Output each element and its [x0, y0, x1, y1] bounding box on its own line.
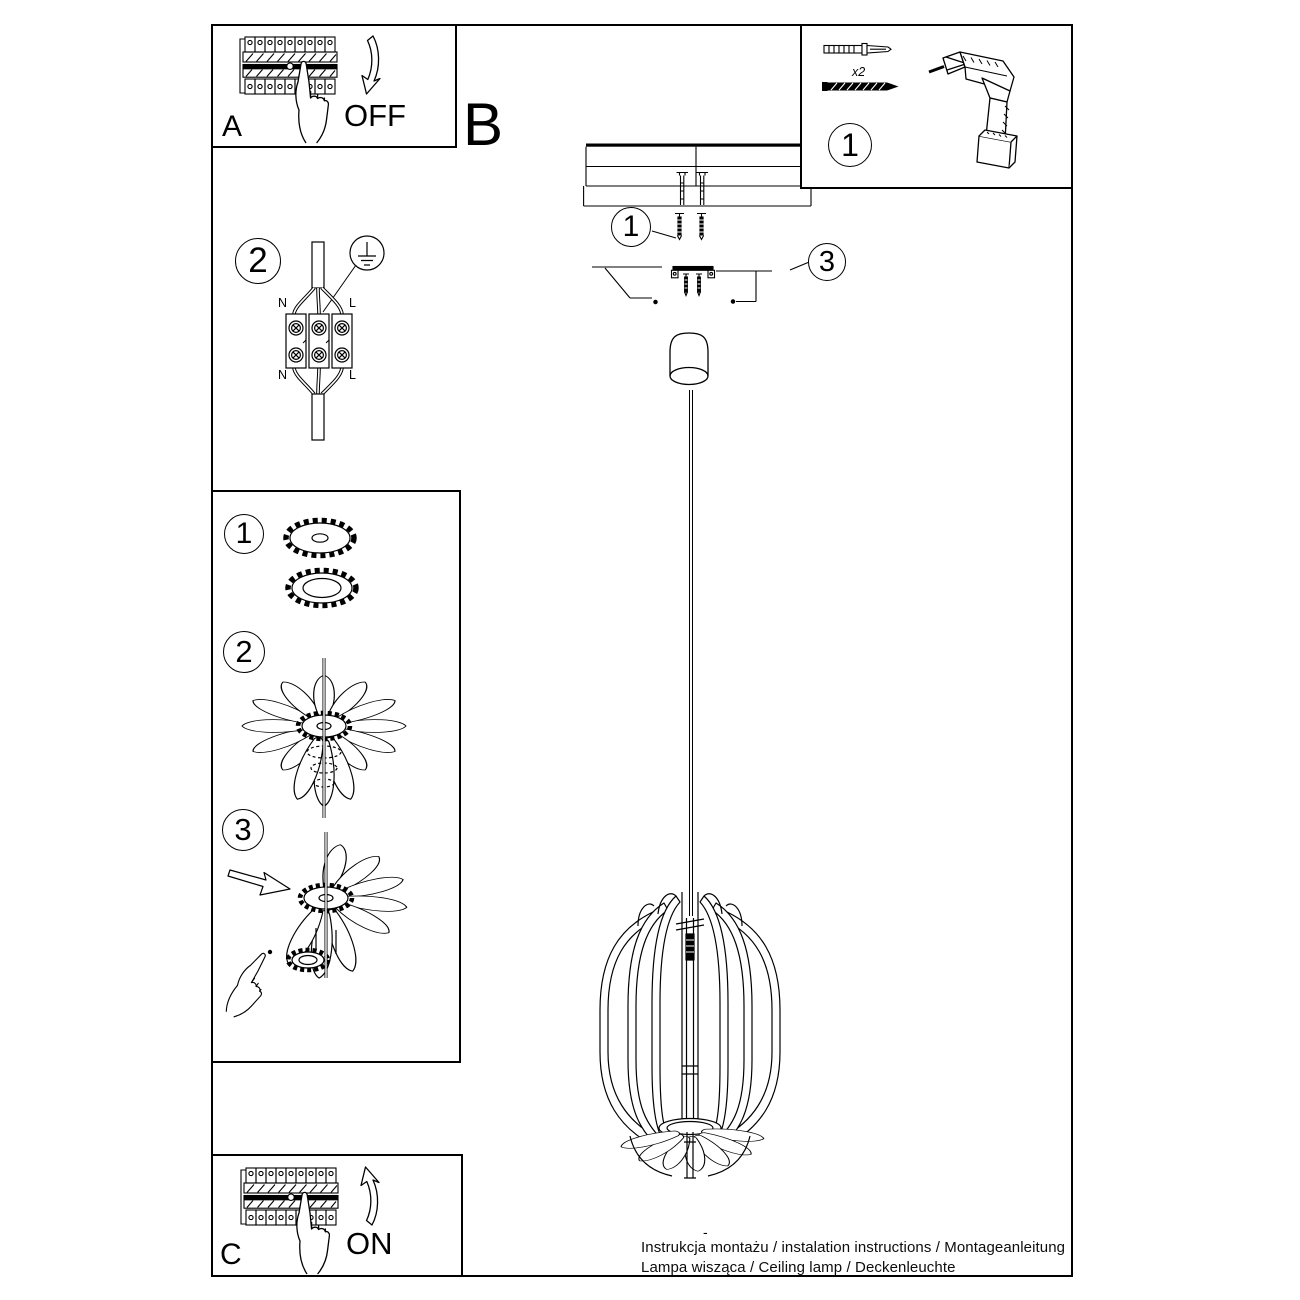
- lamp-slats-right: [700, 896, 780, 1156]
- mounting-bracket-illustration: [585, 245, 836, 320]
- mounting-screws-badge: [611, 207, 651, 247]
- panel-a-letter: A: [222, 110, 243, 143]
- footer-mark: -: [703, 1224, 708, 1240]
- on-label: ON: [346, 1226, 393, 1261]
- terminal-label-neutral-top: N: [278, 296, 288, 310]
- tools-required-box: [800, 24, 1073, 189]
- panel-c-letter: C: [220, 1238, 242, 1271]
- screw-icon: [675, 214, 684, 240]
- pointing-hand-icon: [288, 1190, 332, 1276]
- assembly-step1-badge: [224, 514, 264, 554]
- shade-fan-assembled-illustration: [230, 654, 435, 822]
- assembly-step2-number: 2: [235, 634, 253, 669]
- terminal-label-line-top: L: [349, 296, 356, 310]
- terminal-label-line-bottom: L: [349, 368, 356, 382]
- arrow-down-icon: [352, 34, 382, 96]
- callout-leader-line: [790, 263, 808, 271]
- drill-icon: [927, 48, 1045, 178]
- lower-toothed-ring: [288, 950, 328, 970]
- arrow-up-icon: [351, 1165, 381, 1227]
- tools-step-badge: [828, 123, 872, 167]
- pointing-hand-icon: [219, 950, 281, 1023]
- wiring-step-number: 2: [248, 241, 268, 280]
- mounting-screws-number: 1: [622, 210, 640, 243]
- footer-line-1: Instrukcja montażu / instalation instructions / Montageanleitung: [641, 1239, 1066, 1256]
- section-b-letter: B: [463, 91, 504, 158]
- footer-line-2: Lampa wisząca / Ceiling lamp / Deckenleuchte: [641, 1259, 956, 1276]
- assembly-step1-number: 1: [235, 517, 253, 550]
- toothed-discs-illustration: [268, 508, 378, 622]
- lamp-slats-left: [600, 896, 680, 1156]
- wall-plug-icon: [822, 40, 894, 60]
- suspension-cord: [689, 390, 694, 916]
- shade-assembly-steps-box: [211, 490, 461, 1063]
- mounting-bracket-number: 3: [818, 245, 836, 278]
- insert-arrow-icon: [228, 870, 290, 895]
- ground-symbol-icon: [350, 236, 384, 270]
- terminal-block-wiring-diagram: [248, 228, 398, 458]
- callout-leader-line: [652, 231, 676, 238]
- step-a-power-off-box: [211, 24, 457, 148]
- dowel-quantity-label: x2: [852, 65, 866, 79]
- off-label: OFF: [344, 98, 406, 133]
- footer-caption: [641, 1238, 1066, 1278]
- pendant-lamp-illustration: [592, 870, 792, 1200]
- tools-step-number: 1: [841, 126, 859, 163]
- screw-icon: [697, 214, 706, 240]
- screw-icon: [683, 274, 689, 296]
- step-c-power-on-box: [211, 1154, 463, 1277]
- pointing-hand-icon: [287, 59, 331, 145]
- screw-icon: [696, 274, 702, 296]
- terminal-label-neutral-bottom: N: [278, 368, 288, 382]
- assembly-step3-number: 3: [234, 812, 252, 847]
- lamp-center-tube: [676, 892, 704, 1122]
- screw-icon: [821, 78, 901, 96]
- shade-fan-insert-illustration: [226, 826, 443, 1026]
- ceiling-canopy-illustration: [664, 326, 714, 392]
